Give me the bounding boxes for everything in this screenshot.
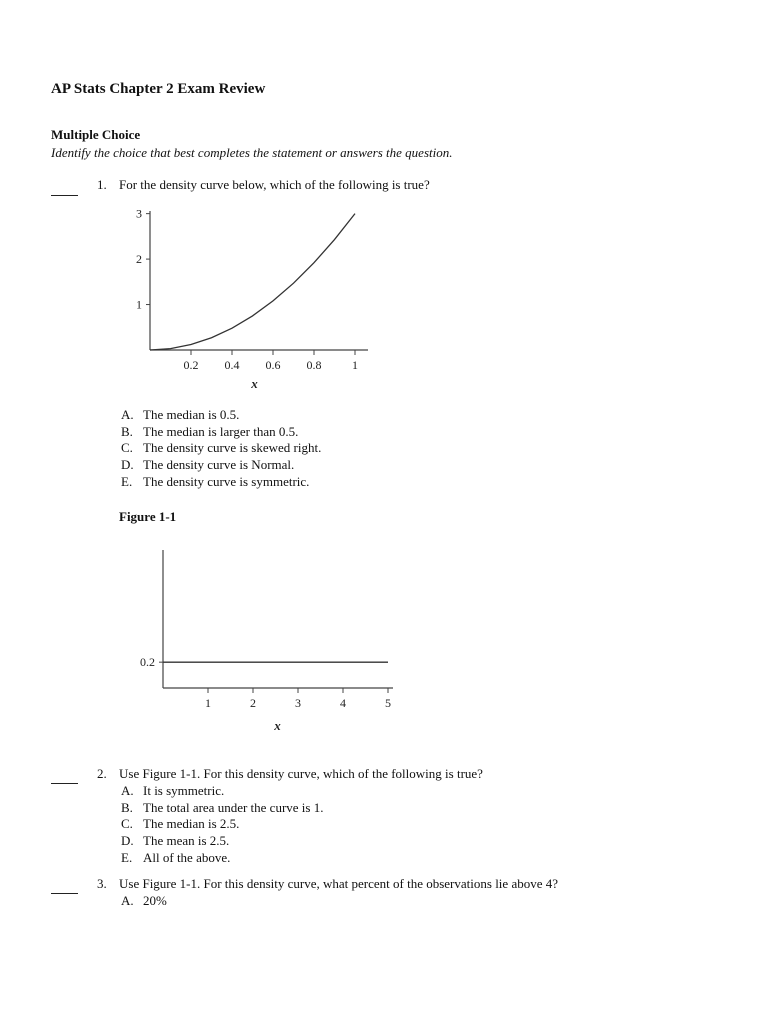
question-number-3: 3.	[97, 876, 107, 891]
figure-title: Figure 1-1	[119, 509, 177, 524]
density-curve-chart-1	[110, 205, 390, 395]
instructions: Identify the choice that best completes the statement or answers the question.	[51, 145, 453, 160]
choice-1c: C. The density curve is skewed right.	[121, 440, 322, 455]
chart1-x-tick-label: 0.4	[224, 358, 240, 372]
chart1-y-tick-label: 3	[136, 206, 142, 221]
answer-blank-3[interactable]	[51, 893, 78, 894]
chart1-x-tick-label: 0.2	[183, 358, 199, 372]
choice-2d: D. The mean is 2.5.	[121, 833, 230, 848]
chart1-x-tick-label: 0.6	[265, 358, 281, 372]
choice-1e: E. The density curve is symmetric.	[121, 474, 310, 489]
choice-3a: A. 20%	[121, 893, 167, 908]
choice-2b: B. The total area under the curve is 1.	[121, 800, 324, 815]
chart1-x-axis-label: x	[251, 376, 258, 391]
choice-2e: E. All of the above.	[121, 850, 231, 865]
chart2-x-tick-label: 4	[340, 696, 346, 710]
chart1-y-tick-label: 2	[136, 252, 142, 267]
chart1-x-tick-label: 0.8	[306, 358, 322, 372]
chart1-x-tick-label: 1	[352, 358, 358, 372]
choice-2c: C. The median is 2.5.	[121, 816, 240, 831]
page-title: AP Stats Chapter 2 Exam Review	[51, 81, 266, 97]
choice-1b: B. The median is larger than 0.5.	[121, 424, 299, 439]
chart2-x-axis-label: x	[274, 718, 281, 733]
question-number-1: 1.	[97, 177, 107, 192]
chart2-x-tick-label: 5	[385, 696, 391, 710]
answer-blank-1[interactable]	[51, 195, 78, 196]
chart2-x-tick-label: 2	[250, 696, 256, 710]
question-number-2: 2.	[97, 766, 107, 781]
chart2-y-tick-label: 0.2	[140, 655, 155, 670]
choice-1d: D. The density curve is Normal.	[121, 457, 295, 472]
choice-1a: A. The median is 0.5.	[121, 407, 240, 422]
choice-2a: A. It is symmetric.	[121, 783, 225, 798]
chart2-x-tick-label: 3	[295, 696, 301, 710]
answer-blank-2[interactable]	[51, 783, 78, 784]
chart1-curve	[150, 214, 355, 350]
question-text-3: Use Figure 1-1. For this density curve, what percent of the observations lie above 4?	[119, 876, 558, 891]
chart1-y-tick-label: 1	[136, 297, 142, 312]
question-text-1: For the density curve below, which of the following is true?	[119, 177, 430, 192]
chart2-x-tick-label: 1	[205, 696, 211, 710]
density-curve-chart-2	[120, 540, 410, 740]
question-text-2: Use Figure 1-1. For this density curve, which of the following is true?	[119, 766, 483, 781]
section-title: Multiple Choice	[51, 127, 141, 142]
